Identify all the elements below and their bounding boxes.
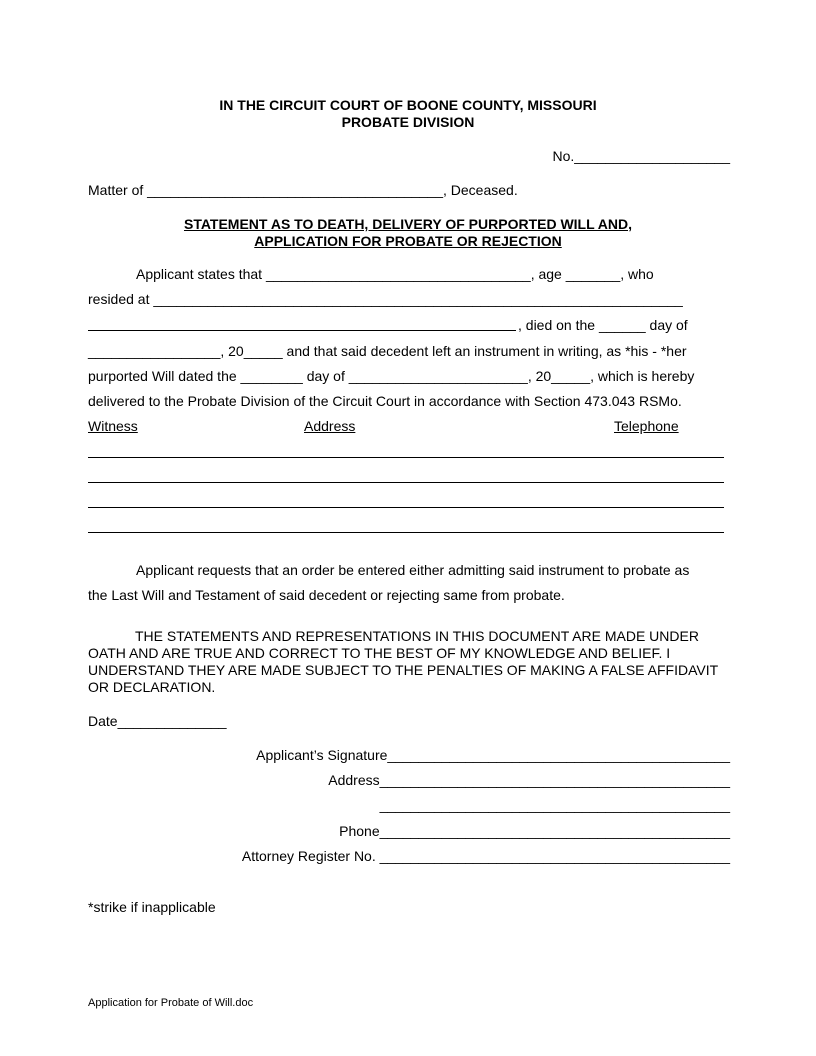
title-line-2: APPLICATION FOR PROBATE OR REJECTION (254, 233, 562, 249)
strike-note: *strike if inapplicable (88, 899, 216, 915)
death-year-line[interactable]: _________________, 20_____ and that said decedent left an instrument in writing, as *his - *her (88, 343, 687, 359)
date-field[interactable]: Date______________ (88, 713, 227, 729)
title-line-1: STATEMENT AS TO DEATH, DELIVERY OF PURPORTED WILL AND, (183, 216, 632, 232)
applicant-name-line[interactable]: Applicant states that __________________________________, age _______, who (136, 266, 654, 282)
delivery-line: delivered to the Probate Division of the Circuit Court in accordance with Section 473.043 RSMo. (88, 393, 682, 409)
court-name: IN THE CIRCUIT COURT OF BOONE COUNTY, MISSOURI (219, 97, 597, 113)
applicant-address-field[interactable]: Address_____________________________________________ (328, 772, 730, 788)
address-header: Address (304, 418, 356, 434)
phone-field[interactable]: Phone_____________________________________________ (339, 823, 730, 839)
witness-header: Witness (88, 418, 138, 434)
applicant-signature-field[interactable]: Applicant’s Signature____________________________________________ (256, 747, 730, 763)
witness-row-1[interactable] (88, 457, 724, 458)
witness-row-3[interactable] (88, 507, 724, 508)
attorney-register-field[interactable]: Attorney Register No. _____________________________________________ (241, 848, 730, 864)
oath-statement: THE STATEMENTS AND REPRESENTATIONS IN THIS DOCUMENT ARE MADE UNDER OATH AND ARE TRUE AND CORRECT TO THE BEST OF MY KNOWLEDGE AND BELIEF. I UNDERSTAND THEY ARE MADE SUBJECT TO THE PENALTIES OF MAKING A FALSE AFFIDAVIT OR DECLARATION. (88, 628, 718, 695)
division-name: PROBATE DIVISION (341, 114, 475, 130)
matter-of-field[interactable]: Matter of ______________________________________, Deceased. (88, 182, 518, 198)
applicant-address-field-2[interactable]: _____________________________________________ (379, 797, 730, 813)
residence-line[interactable]: resided at ____________________________________________________________________ (88, 291, 683, 307)
request-line-2: the Last Will and Testament of said decedent or rejecting same from probate. (88, 587, 565, 603)
residence-blank[interactable] (88, 330, 516, 331)
case-number-field[interactable]: No.____________________ (552, 148, 730, 164)
witness-row-4[interactable] (88, 532, 724, 533)
telephone-header: Telephone (614, 418, 679, 434)
death-date-line[interactable]: , died on the ______ day of (518, 317, 688, 333)
will-date-line[interactable]: purported Will dated the ________ day of _______________________, 20_____, which is hereby (88, 368, 695, 384)
witness-row-2[interactable] (88, 482, 724, 483)
request-line-1: Applicant requests that an order be entered either admitting said instrument to probate as (136, 562, 690, 578)
footer-filename: Application for Probate of Will.doc (88, 997, 254, 1009)
